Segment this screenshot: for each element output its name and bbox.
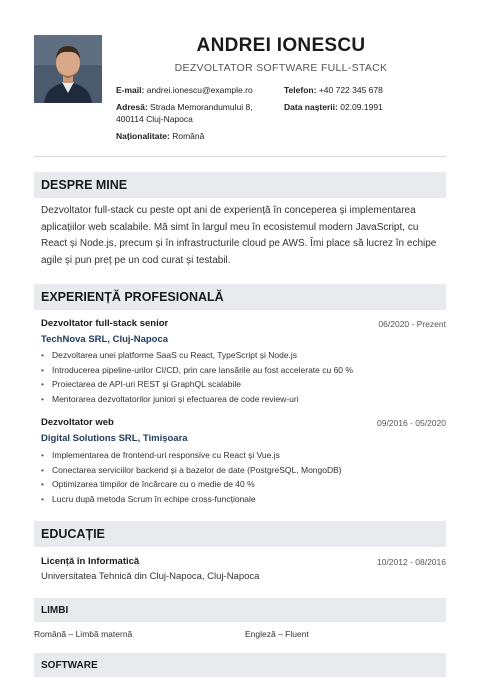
list-item: • Implementarea de frontend-uri responsive cu React și Vue.js bbox=[41, 448, 441, 463]
section-heading-experience: EXPERIENȚĂ PROFESIONALĂ bbox=[34, 284, 446, 310]
job-dates-2: 09/2016 - 05/2020 bbox=[376, 418, 446, 428]
list-item: • Conectarea serviciilor backend și a bazelor de date (PostgreSQL, MongoDB) bbox=[41, 463, 441, 478]
header-divider bbox=[34, 156, 446, 157]
job-title-2: Dezvoltator web bbox=[41, 417, 114, 428]
list-item: • Introducerea pipeline-urilor CI/CD, prin care lansările au fost accelerate cu 60 % bbox=[41, 363, 441, 378]
company-1: TechNova SRL, Cluj-Napoca bbox=[41, 334, 169, 345]
job-dates-1: 06/2020 - Prezent bbox=[378, 319, 446, 329]
education-dates: 10/2012 - 08/2016 bbox=[376, 557, 446, 567]
address-label: Adresă: bbox=[116, 102, 148, 112]
profile-photo bbox=[34, 35, 102, 103]
nationality-row bbox=[116, 130, 204, 142]
job-title-1: Dezvoltator full-stack senior bbox=[41, 318, 169, 329]
section-heading-software: SOFTWARE bbox=[34, 653, 446, 677]
phone-value[interactable]: +40 722 345 678 bbox=[318, 85, 383, 95]
job-bullets-1 bbox=[41, 348, 441, 406]
about-paragraph: Dezvoltator full-stack cu peste opt ani de experiență în conceperea și implementarea aplicațiilor web scalabile. Mă simt în largul meu în ecosistemul modern JavaScript, cu React și Node.js, precum și în infrastructurile cloud pe AWS. Îmi place să lucrez în echipe agile și pun preț pe un cod curat și testabil. bbox=[41, 205, 437, 266]
education-institution: Universitatea Tehnică din Cluj-Napoca, Cluj-Napoca bbox=[41, 571, 260, 582]
job-title-subtitle: DEZVOLTATOR SOFTWARE FULL-STACK bbox=[174, 62, 388, 74]
email-label: E-mail: bbox=[116, 85, 145, 95]
job-bullets-2 bbox=[41, 448, 441, 506]
list-item: • Proiectarea de API-uri REST și GraphQL scalabile bbox=[41, 377, 441, 392]
list-item: • Lucru după metoda Scrum în echipe cross-funcționale bbox=[41, 492, 441, 507]
birthdate-label: Data nașterii: bbox=[284, 102, 338, 112]
language-item-2: Engleză – Fluent bbox=[245, 629, 309, 639]
list-item: • Mentorarea dezvoltatorilor juniori și efectuarea de code review-uri bbox=[41, 392, 441, 407]
address-line1: Strada Memorandumului 8, bbox=[150, 102, 253, 112]
section-heading-education: EDUCAȚIE bbox=[34, 521, 446, 547]
list-item: • Optimizarea timpilor de încărcare cu o medie de 40 % bbox=[41, 477, 441, 492]
section-heading-about: DESPRE MINE bbox=[34, 172, 446, 198]
address-row bbox=[116, 101, 253, 125]
language-item-1: Română – Limbă maternă bbox=[34, 629, 133, 639]
email-value[interactable]: andrei.ionescu@example.ro bbox=[146, 85, 253, 95]
nationality-value: Română bbox=[172, 131, 205, 141]
person-name: ANDREI IONESCU bbox=[196, 35, 366, 56]
phone-row bbox=[284, 84, 383, 96]
list-item: • Dezvoltarea unei platforme SaaS cu React, TypeScript și Node.js bbox=[41, 348, 441, 363]
person-photo-icon bbox=[34, 35, 102, 103]
address-line2: 400114 Cluj-Napoca bbox=[116, 114, 193, 124]
birthdate-row bbox=[284, 101, 383, 113]
nationality-label: Naționalitate: bbox=[116, 131, 170, 141]
email-row bbox=[116, 84, 253, 96]
birthdate-value: 02.09.1991 bbox=[340, 102, 383, 112]
company-2: Digital Solutions SRL, Timișoara bbox=[41, 433, 188, 444]
degree-title: Licență în Informatică bbox=[41, 556, 140, 567]
section-heading-languages: LIMBI bbox=[34, 598, 446, 622]
phone-label: Telefon: bbox=[284, 85, 317, 95]
